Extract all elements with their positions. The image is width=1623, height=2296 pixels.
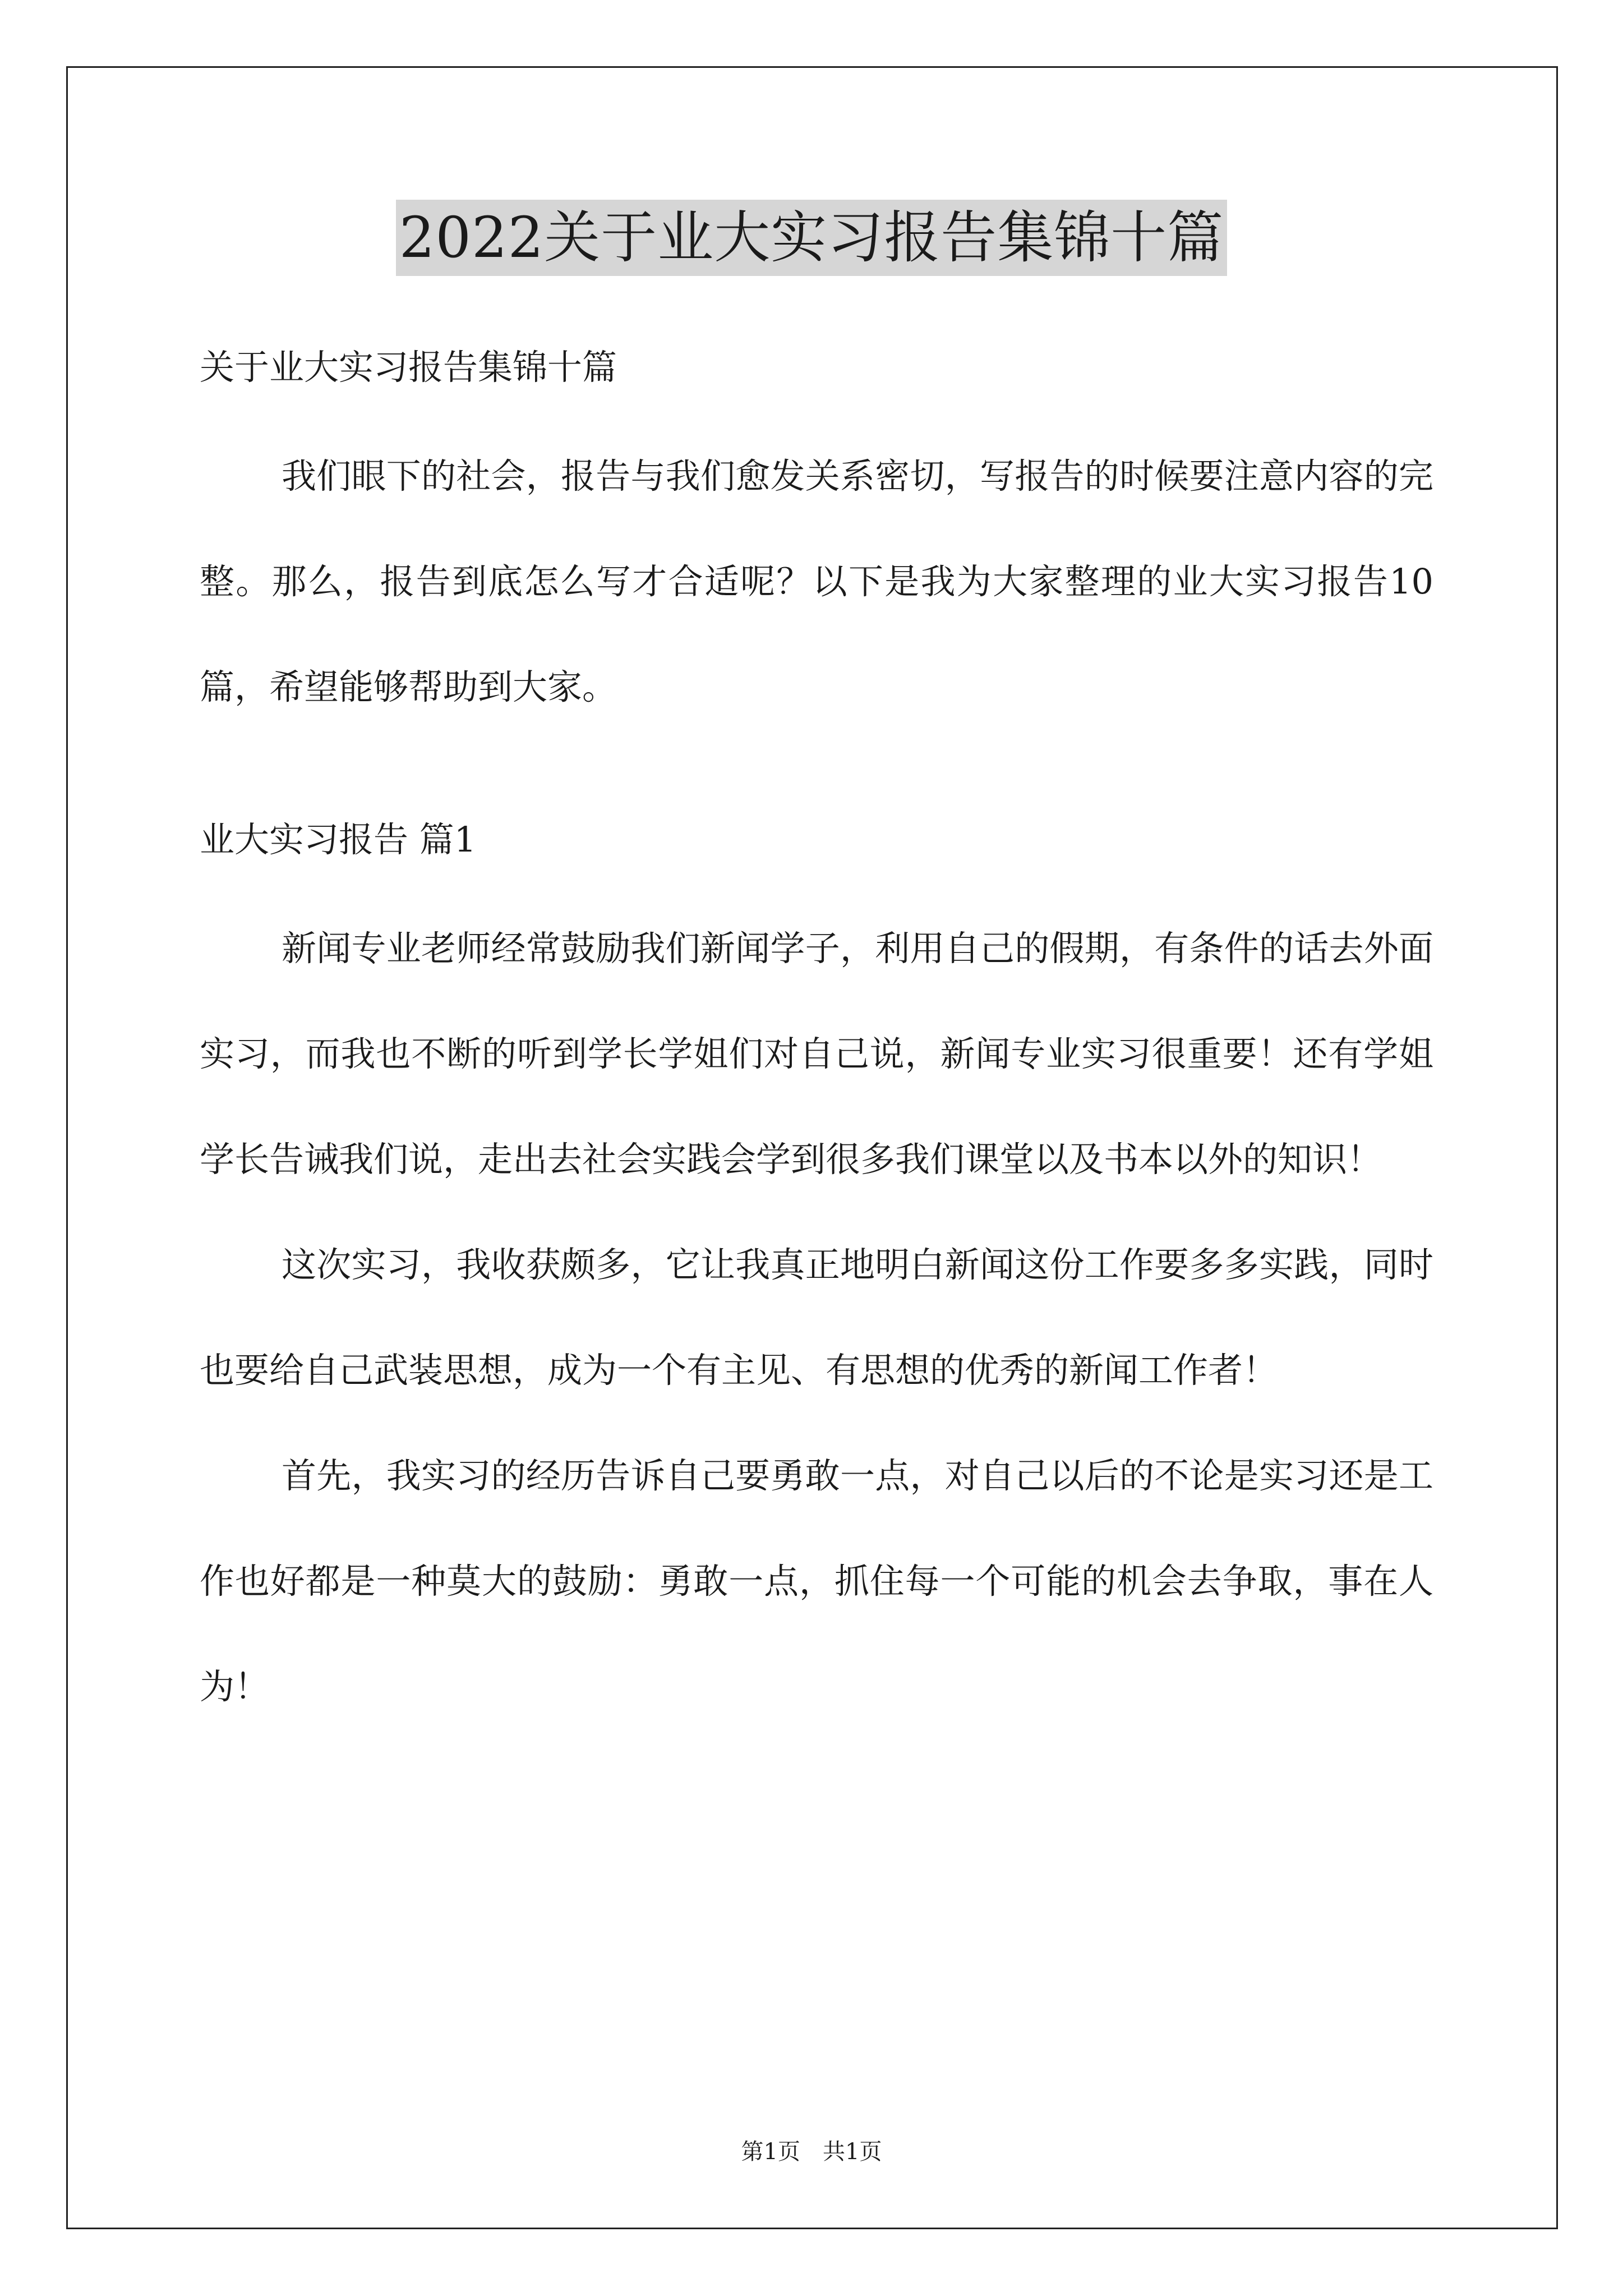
body-paragraph: 新闻专业老师经常鼓励我们新闻学子，利用自己的假期，有条件的话去外面实习，而我也不断的听到学长学姐们对自己说，新闻专业实习很重要！还有学姐学长告诫我们说，走出去社会实践会学到很多我们课堂以及书本以外的知识！ [200, 928, 1433, 1180]
document-body [200, 311, 1433, 1740]
document-subtitle: 关于业大实习报告集锦十篇 [200, 347, 617, 388]
page-footer: 第1页 共1页 [741, 2139, 882, 2165]
title-container [0, 200, 1623, 276]
body-paragraph: 首先，我实习的经历告诉自己要勇敢一点，对自己以后的不论是实习还是工作也好都是一种莫大的鼓励：勇敢一点，抓住每一个可能的机会去争取，事在人为！ [200, 1455, 1433, 1707]
intro-paragraph: 我们眼下的社会，报告与我们愈发关系密切，写报告的时候要注意内容的完整。那么，报告到底怎么写才合适呢？以下是我为大家整理的业大实习报告10篇，希望能够帮助到大家。 [200, 455, 1433, 707]
document-title: 2022关于业大实习报告集锦十篇 [396, 200, 1228, 276]
body-paragraph: 这次实习，我收获颇多，它让我真正地明白新闻这份工作要多多实践，同时也要给自己武装思想，成为一个有主见、有思想的优秀的新闻工作者！ [200, 1244, 1433, 1391]
section-heading: 业大实习报告 篇1 [200, 819, 477, 860]
